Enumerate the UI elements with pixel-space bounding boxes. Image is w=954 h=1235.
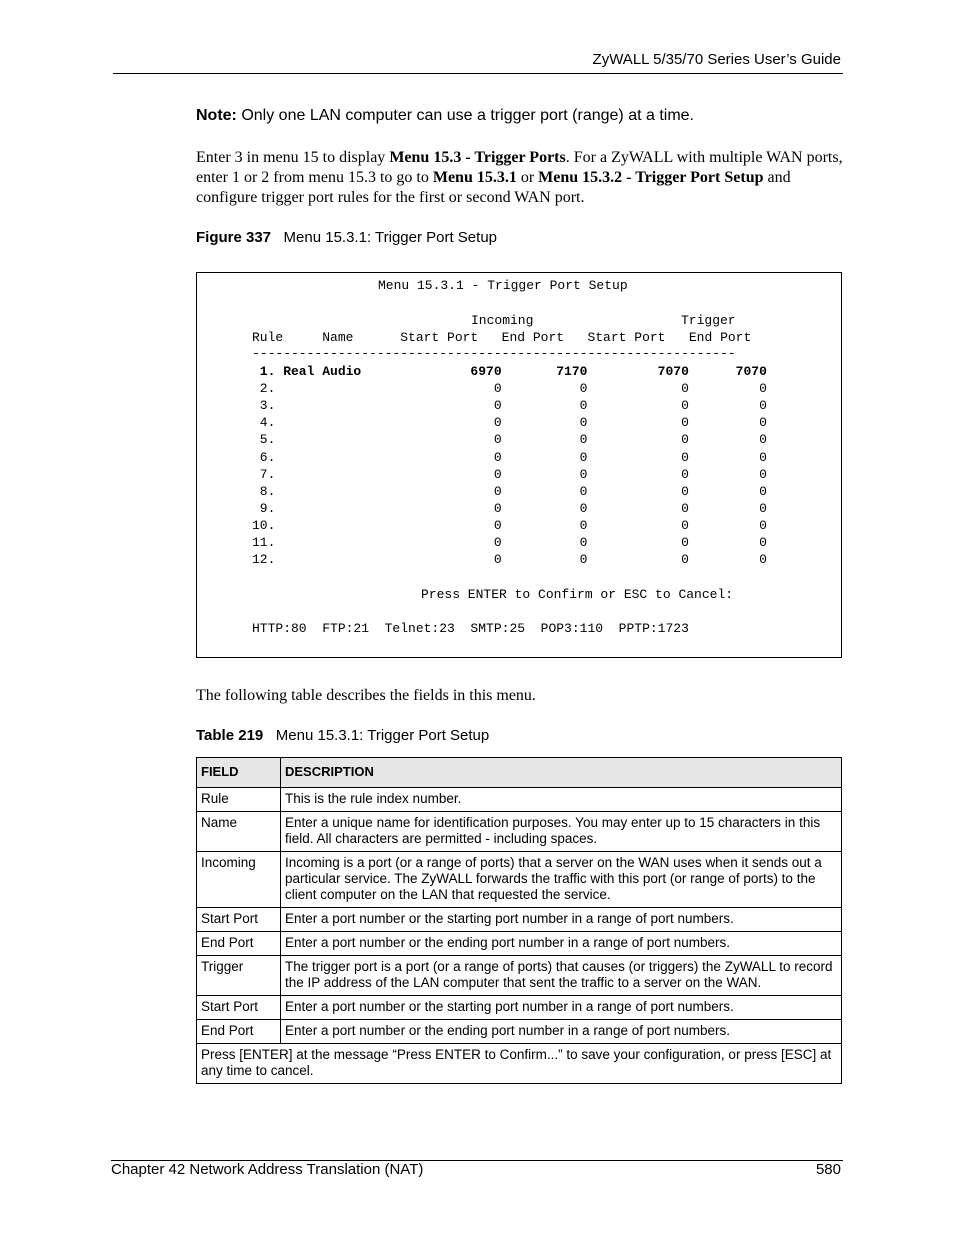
figure-label: Figure 337 — [196, 229, 272, 246]
group-incoming-label: Incoming — [471, 313, 534, 328]
intro-text-1: Enter 3 in menu 15 to display — [196, 149, 390, 166]
intro-text-2: . For a ZyWALL with multiple WAN ports, enter 1 or 2 from menu 15.3 to go to — [196, 149, 843, 186]
description-cell: Incoming is a port (or a range of ports) that a server on the WAN uses when it sends out a particular service. The ZyWALL forwards the traffic with this port (or range of ports) to the client computer on the LAN that requested the service. — [281, 852, 842, 908]
rule-row: 9. 0 0 0 0 — [252, 500, 767, 516]
note-label: Note: — [196, 107, 237, 124]
figure-caption — [196, 229, 497, 246]
field-cell: Rule — [197, 788, 281, 812]
running-header: ZyWALL 5/35/70 Series User’s Guide — [592, 51, 841, 68]
note-text: Only one LAN computer can use a trigger port (range) at a time. — [236, 107, 694, 124]
rule-row: 8. 0 0 0 0 — [252, 483, 767, 499]
rule-row: 4. 0 0 0 0 — [252, 415, 767, 431]
table-row — [197, 932, 842, 956]
header-divider — [113, 73, 843, 74]
rule-row: 3. 0 0 0 0 — [252, 398, 767, 414]
table-footer-note: Press [ENTER] at the message “Press ENTER to Confirm...” to save your configuration, or press [ESC] at any time to cancel. — [197, 1044, 842, 1084]
intro-bold-2: Menu 15.3.1 — [432, 169, 517, 186]
table-row — [197, 788, 842, 812]
screen-title: Menu 15.3.1 - Trigger Port Setup — [378, 278, 628, 293]
field-cell: Trigger — [197, 956, 281, 996]
field-cell: Incoming — [197, 852, 281, 908]
table-title: Menu 15.3.1: Trigger Port Setup — [275, 727, 490, 744]
field-cell: Start Port — [197, 996, 281, 1020]
field-cell: Start Port — [197, 908, 281, 932]
table-header-row — [197, 758, 842, 788]
table-row — [197, 812, 842, 852]
rule-row: 5. 0 0 0 0 — [252, 432, 767, 448]
rule-row: 11. 0 0 0 0 — [252, 535, 767, 550]
description-cell: Enter a port number or the starting port number in a range of port numbers. — [281, 908, 842, 932]
intro-text-4: and configure trigger port rules for the first or second WAN port. — [196, 169, 791, 206]
field-description-table — [196, 757, 842, 1084]
header-description: DESCRIPTION — [281, 758, 842, 788]
table-row — [197, 996, 842, 1020]
rule-row: 6. 0 0 0 0 — [252, 449, 767, 465]
group-trigger-label: Trigger — [681, 313, 736, 328]
table-footer-row — [197, 1044, 842, 1084]
intro-bold-1: Menu 15.3 - Trigger Ports — [389, 149, 566, 166]
table-caption — [196, 727, 489, 744]
description-cell: Enter a port number or the ending port number in a range of port numbers. — [281, 1020, 842, 1044]
header-divider-line: -------------------------------------------------------------- — [252, 346, 736, 361]
table-row — [197, 1020, 842, 1044]
page-number: 580 — [815, 1161, 841, 1178]
column-headers: Rule Name Start Port End Port Start Port End Port — [252, 330, 752, 345]
rule-row: 7. 0 0 0 0 — [252, 466, 767, 482]
note — [196, 107, 694, 125]
table-row — [197, 908, 842, 932]
body-text: The following table describes the fields in this menu. — [196, 687, 536, 704]
table-label: Table 219 — [196, 727, 264, 744]
rule-row: 1. Real Audio 6970 7170 7070 7070 — [252, 364, 767, 379]
field-cell: End Port — [197, 932, 281, 956]
field-cell: End Port — [197, 1020, 281, 1044]
rule-row: 2. 0 0 0 0 — [252, 381, 767, 397]
description-cell: Enter a port number or the ending port number in a range of port numbers. — [281, 932, 842, 956]
intro-bold-3: Menu 15.3.2 - Trigger Port Setup — [538, 169, 764, 186]
description-cell: Enter a port number or the starting port number in a range of port numbers. — [281, 996, 842, 1020]
description-cell: This is the rule index number. — [281, 788, 842, 812]
confirm-prompt: Press ENTER to Confirm or ESC to Cancel: — [421, 587, 734, 602]
table-row — [197, 852, 842, 908]
intro-paragraph — [196, 148, 844, 208]
table-row — [197, 956, 842, 996]
intro-text-3: or — [516, 169, 539, 186]
terminal-screen — [196, 272, 842, 658]
field-cell: Name — [197, 812, 281, 852]
description-cell: Enter a unique name for identification purposes. You may enter up to 15 characters in this field. All characters are permitted - including spaces. — [281, 812, 842, 852]
description-cell: The trigger port is a port (or a range of ports) that causes (or triggers) the ZyWALL to record the IP address of the LAN computer that sent the traffic to a server on the WAN. — [281, 956, 842, 996]
footer-chapter: Chapter 42 Network Address Translation (NAT) — [111, 1161, 424, 1178]
rule-row: 10. 0 0 0 0 — [252, 517, 767, 533]
header-field: FIELD — [197, 758, 281, 788]
rule-row: 12. 0 0 0 0 — [252, 552, 767, 568]
ports-line: HTTP:80 FTP:21 Telnet:23 SMTP:25 POP3:110 PPTP:1723 — [252, 621, 689, 636]
figure-title: Menu 15.3.1: Trigger Port Setup — [283, 229, 498, 246]
